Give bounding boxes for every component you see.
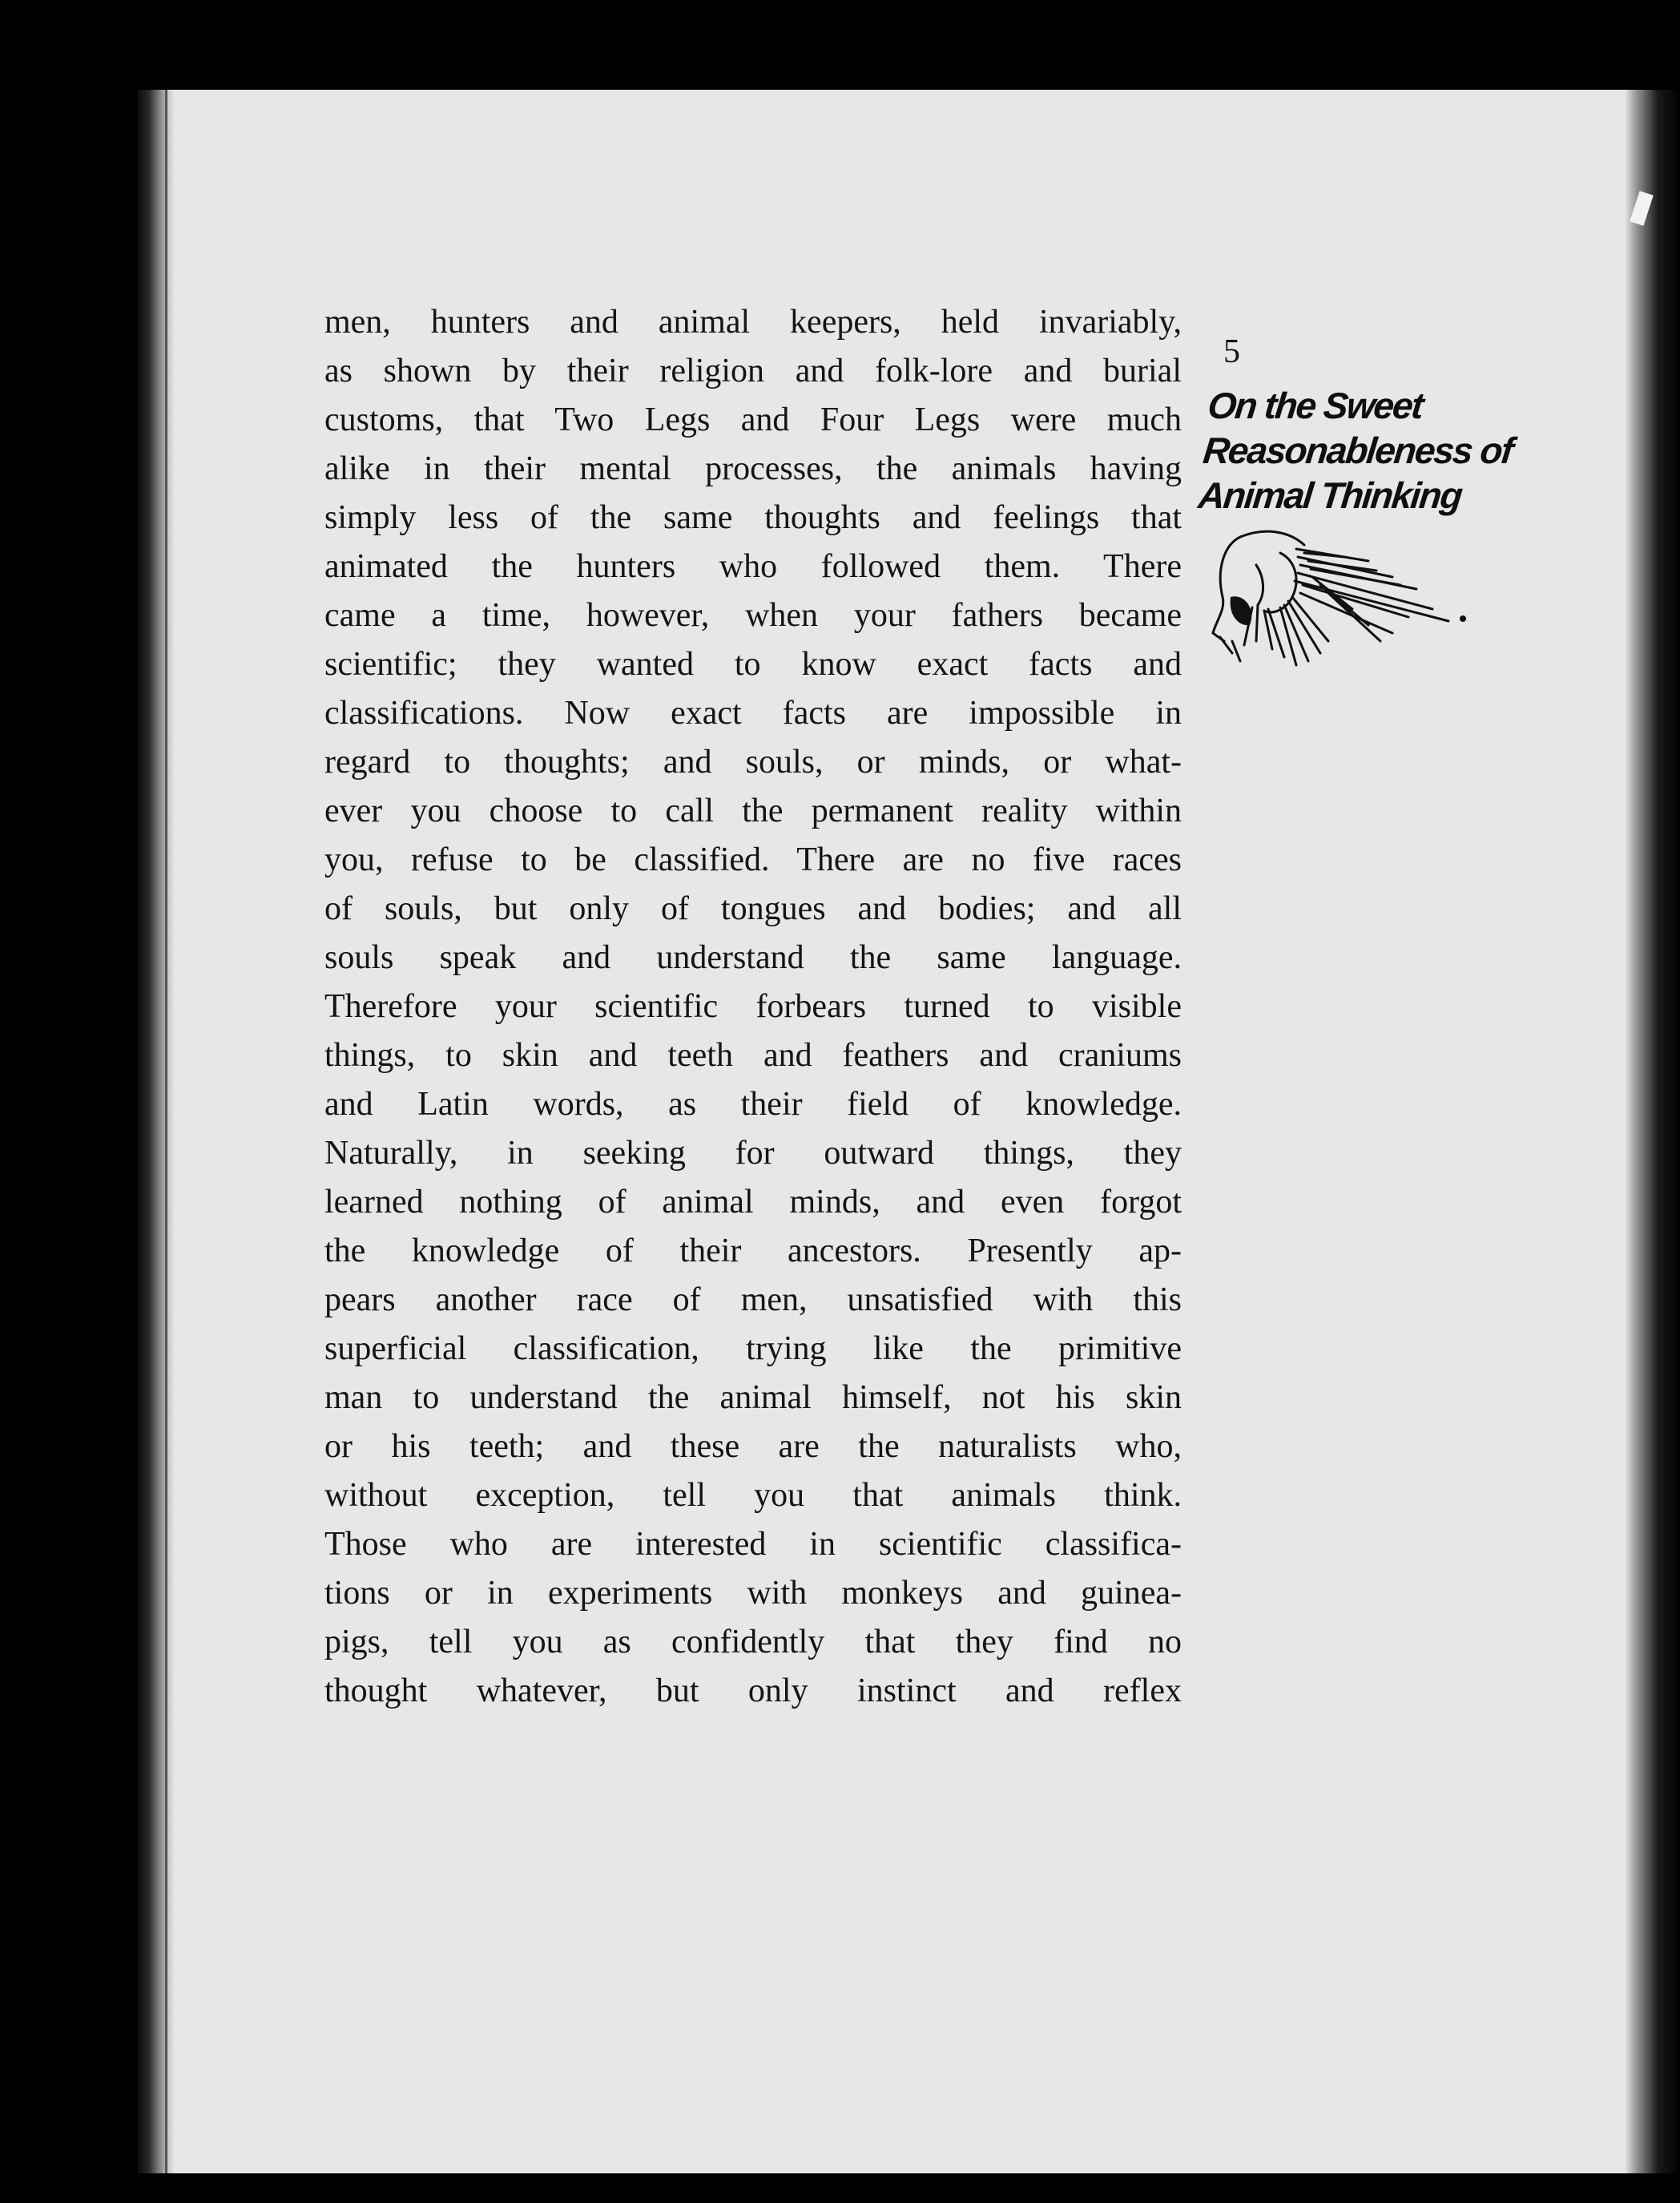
body-text xyxy=(324,298,1182,1716)
text-line: or his teeth; and these are the naturalists who, xyxy=(324,1428,1182,1465)
scan-bottom-border xyxy=(0,2173,1680,2203)
text-line: simply less of the same thoughts and feelings that xyxy=(324,499,1182,536)
text-line: Naturally, in seeking for outward things, they xyxy=(324,1135,1182,1172)
page-gutter xyxy=(138,90,175,2173)
text-line: souls speak and understand the same language. xyxy=(324,939,1182,976)
text-line: thought whatever, but only instinct and reflex xyxy=(324,1672,1182,1709)
page-number: 5 xyxy=(1223,333,1240,370)
page-right-edge xyxy=(1625,90,1680,2173)
text-line: ever you choose to call the permanent reality within xyxy=(324,793,1182,829)
text-line: of souls, but only of tongues and bodies; and all xyxy=(324,890,1182,927)
text-line: men, hunters and animal keepers, held invariably, xyxy=(324,304,1182,341)
text-line: pears another race of men, unsatisfied with this xyxy=(324,1281,1182,1318)
text-line: customs, that Two Legs and Four Legs were much xyxy=(324,401,1182,438)
text-line: Those who are interested in scientific classifica- xyxy=(324,1526,1182,1563)
text-line: things, to skin and teeth and feathers and craniums xyxy=(324,1037,1182,1074)
gutter-line xyxy=(165,90,167,2173)
text-line: came a time, however, when your fathers became xyxy=(324,597,1182,634)
text-line: animated the hunters who followed them. There xyxy=(324,548,1182,585)
text-line: man to understand the animal himself, not his skin xyxy=(324,1379,1182,1416)
text-line: and Latin words, as their field of knowledge. xyxy=(324,1086,1182,1123)
ink-sketch-icon xyxy=(1208,521,1473,681)
text-line: learned nothing of animal minds, and even forgot xyxy=(324,1184,1182,1221)
margin-heading-line: On the Sweet xyxy=(1206,385,1425,426)
text-line: tions or in experiments with monkeys and guinea- xyxy=(324,1575,1182,1612)
text-line: without exception, tell you that animals think. xyxy=(324,1477,1182,1514)
margin-heading xyxy=(1196,383,1547,518)
margin-heading-line: Animal Thinking xyxy=(1196,474,1464,516)
text-line: you, refuse to be classified. There are no five races xyxy=(324,841,1182,878)
text-line: pigs, tell you as confidently that they find no xyxy=(324,1624,1182,1660)
margin-heading-line: Reasonableness of xyxy=(1201,430,1514,471)
text-line: as shown by their religion and folk-lore and burial xyxy=(324,353,1182,389)
text-line: regard to thoughts; and souls, or minds, or what- xyxy=(324,744,1182,781)
text-line: scientific; they wanted to know exact facts and xyxy=(324,646,1182,683)
text-line: classifications. Now exact facts are impossible in xyxy=(324,695,1182,732)
text-line: the knowledge of their ancestors. Presently ap- xyxy=(324,1233,1182,1269)
text-line: superficial classification, trying like the primitive xyxy=(324,1330,1182,1367)
scan-top-border xyxy=(0,0,1680,88)
text-line: alike in their mental processes, the animals having xyxy=(324,450,1182,487)
text-line: Therefore your scientific forbears turned to visible xyxy=(324,988,1182,1025)
